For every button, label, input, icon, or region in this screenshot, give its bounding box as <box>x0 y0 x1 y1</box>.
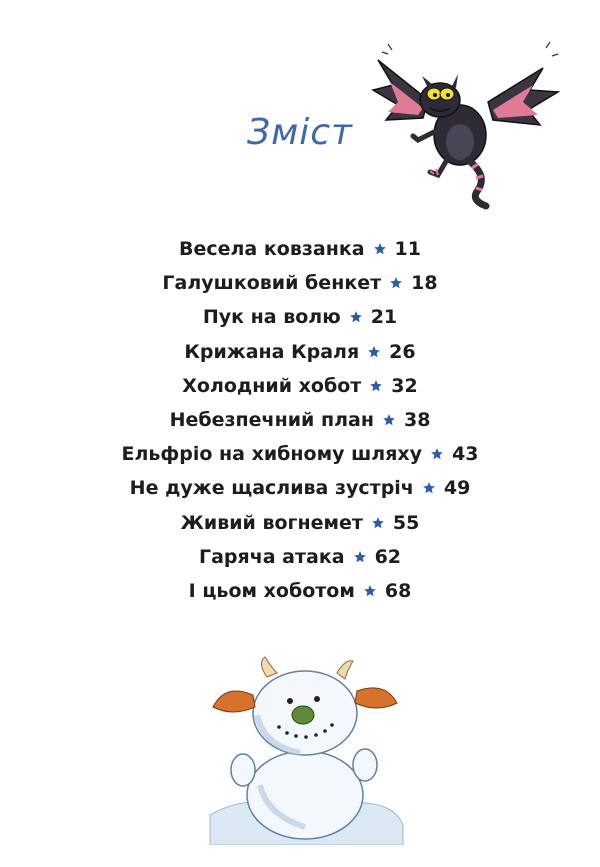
toc-entry-page: 21 <box>370 306 398 329</box>
toc-entry-page: 26 <box>389 340 416 363</box>
toc-entry-label: Ельфріо на хибному шляху <box>121 443 423 466</box>
toc-entry-page: 62 <box>374 545 402 568</box>
toc-entry <box>0 232 600 266</box>
toc-entry-page: 32 <box>391 374 418 397</box>
toc-entry <box>0 369 600 403</box>
toc-entry <box>0 300 600 334</box>
toc-entry-label: Гаряча атака <box>198 545 345 568</box>
star-icon <box>371 516 385 530</box>
toc-entry-label: Небезпечний план <box>169 408 374 431</box>
toc-entry <box>0 437 600 471</box>
toc-entry-page: 43 <box>452 443 479 466</box>
page-title: Зміст <box>246 112 353 153</box>
toc-entry-label: І цьом хоботом <box>188 579 355 602</box>
star-icon <box>349 310 363 324</box>
star-icon <box>430 447 444 461</box>
toc-entry <box>0 403 600 437</box>
toc-entry-page: 49 <box>443 477 471 500</box>
toc-entry-page: 18 <box>411 272 438 295</box>
star-icon <box>367 345 381 359</box>
toc-entry <box>0 266 600 300</box>
toc-entry-label: Весела ковзанка <box>179 238 365 260</box>
snowman-illustration <box>205 655 405 845</box>
toc-entry <box>0 540 600 574</box>
toc-entry-page: 68 <box>384 579 412 602</box>
toc-entry-page: 11 <box>394 238 421 260</box>
table-of-contents <box>0 232 600 608</box>
toc-entry <box>0 574 600 608</box>
star-icon <box>373 242 387 256</box>
star-icon <box>422 481 436 495</box>
toc-entry-label: Галушковий бенкет <box>162 272 382 295</box>
toc-entry-label: Крижана Краля <box>184 340 360 363</box>
toc-entry-label: Живий вогнемет <box>180 511 363 534</box>
toc-entry <box>0 335 600 369</box>
toc-entry-label: Не дуже щаслива зустріч <box>129 477 414 500</box>
toc-entry <box>0 471 600 505</box>
toc-entry-page: 55 <box>392 511 420 534</box>
star-icon <box>369 379 383 393</box>
toc-entry <box>0 506 600 540</box>
toc-entry-label: Холодний хобот <box>182 374 362 397</box>
star-icon <box>363 584 377 598</box>
star-icon <box>389 276 403 290</box>
star-icon <box>353 550 367 564</box>
star-icon <box>382 413 396 427</box>
toc-entry-label: Пук на волю <box>202 306 341 329</box>
toc-entry-page: 38 <box>403 408 431 431</box>
